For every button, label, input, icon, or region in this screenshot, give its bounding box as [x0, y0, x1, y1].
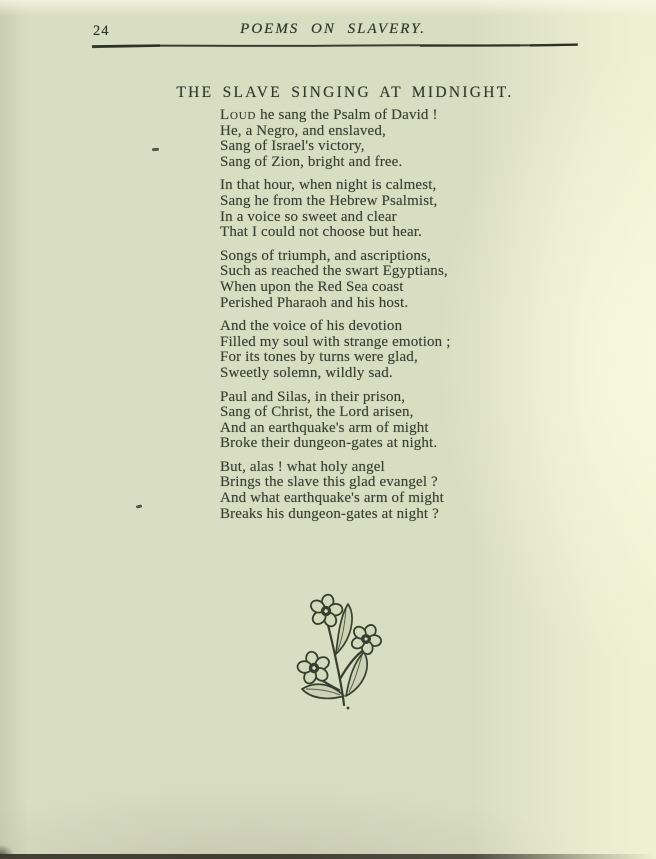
- poem-line: Such as reached the swart Egyptians,: [220, 263, 448, 280]
- poem-line: Sang of Israel's victory,: [220, 138, 365, 155]
- stanza: [220, 460, 451, 522]
- poem-line: In a voice so sweet and clear: [220, 208, 397, 225]
- poem-line: Breaks his dungeon-gates at night ?: [220, 505, 439, 522]
- running-title: POEMS ON SLAVERY.: [240, 21, 426, 37]
- poem-line: Perished Pharaoh and his host.: [220, 294, 409, 311]
- ink-speck: [152, 148, 159, 151]
- poem-line: That I could not choose but hear.: [220, 224, 422, 241]
- stanza: [220, 319, 451, 381]
- stanza: [220, 108, 451, 170]
- poem-line: Sang he from the Hebrew Psalmist,: [220, 192, 438, 209]
- poem-line: For its tones by turns were glad,: [220, 349, 418, 366]
- poem-line: Songs of triumph, and ascriptions,: [220, 247, 431, 264]
- ink-speck: [136, 504, 142, 508]
- opening-word: Loud: [220, 107, 257, 123]
- poem: [220, 108, 451, 530]
- floral-sprig-ornament: [293, 591, 397, 715]
- stanza: [220, 249, 451, 311]
- poem-line: Sweetly solemn, wildly sad.: [220, 364, 393, 381]
- poem-line: In that hour, when night is calmest,: [220, 177, 437, 194]
- poem-line: And what earthquake's arm of might: [220, 490, 444, 507]
- header-rule: [90, 42, 580, 50]
- poem-line: Paul and Silas, in their prison,: [220, 388, 406, 405]
- poem-line: And the voice of his devotion: [220, 318, 403, 335]
- stanza: [220, 390, 451, 452]
- poem-line: And an earthquake's arm of might: [220, 419, 429, 436]
- poem-line: Loud he sang the Psalm of David !: [220, 107, 438, 123]
- poem-line: Broke their dungeon-gates at night.: [220, 435, 438, 452]
- page-number: 24: [93, 23, 110, 39]
- poem-line: But, alas ! what holy angel: [220, 458, 385, 475]
- poem-line: When upon the Red Sea coast: [220, 278, 404, 295]
- page-bottom-edge-shadow: [0, 854, 656, 859]
- poem-line: Sang of Zion, bright and free.: [220, 153, 403, 170]
- poem-line: Sang of Christ, the Lord arisen,: [220, 404, 414, 421]
- poem-line: Filled my soul with strange emotion ;: [220, 333, 451, 350]
- stanza: [220, 178, 451, 240]
- poem-line: He, a Negro, and enslaved,: [220, 122, 386, 139]
- poem-title: THE SLAVE SINGING AT MIDNIGHT.: [176, 84, 514, 101]
- poem-line: Brings the slave this glad evangel ?: [220, 474, 438, 491]
